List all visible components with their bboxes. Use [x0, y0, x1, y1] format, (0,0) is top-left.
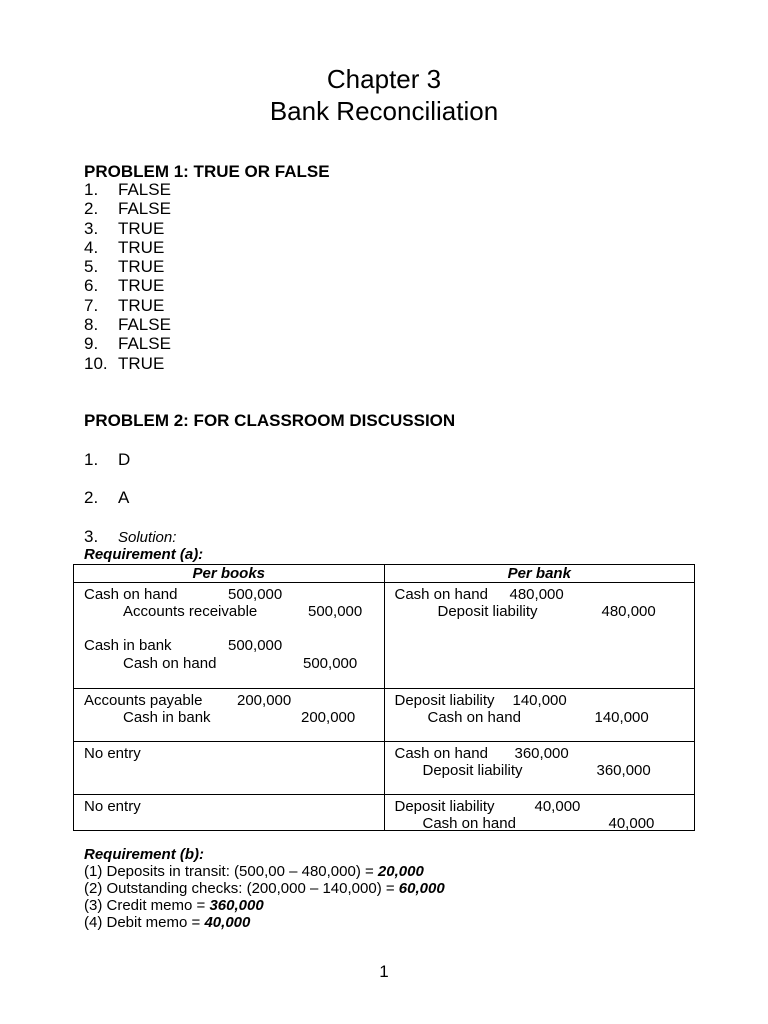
requirement-b-heading: Requirement (b): [84, 846, 204, 863]
chapter-topic: Bank Reconciliation [269, 96, 499, 126]
page-number: 1 [379, 962, 389, 981]
item-answer: TRUE [118, 353, 165, 373]
item-answer: TRUE [118, 257, 165, 277]
header-per-books: Per books [74, 565, 385, 583]
table-row [74, 689, 695, 742]
item-answer: TRUE [118, 237, 165, 257]
bank-cell: Cash on hand 480,000 Deposit liability 480,000 [384, 583, 695, 689]
table-row [74, 583, 695, 689]
problem1-heading: PROBLEM 1: TRUE OR FALSE [84, 162, 330, 181]
item-number: 2. [84, 199, 99, 219]
list-item [84, 219, 171, 238]
item-number: 10. [84, 353, 108, 373]
result-value: 60,000 [398, 880, 445, 897]
item-answer: TRUE [118, 276, 165, 296]
item-number: 7. [84, 295, 99, 315]
table-row [74, 795, 695, 831]
solution-label: Solution: [118, 529, 177, 546]
item-number: 4. [84, 237, 99, 257]
bank-cell: Deposit liability 40,000 Cash on hand 40,000 [384, 795, 695, 831]
books-cell: Cash on hand 500,000 Accounts receivable 500,000 Cash in bank 500,000 Cash on hand 500,000 [74, 583, 385, 689]
item-number: 3. [84, 218, 99, 238]
books-cell: No entry [74, 742, 385, 795]
list-item [84, 334, 171, 353]
table-header-row [74, 565, 695, 583]
books-cell: Accounts payable 200,000 Cash in bank 200,000 [74, 689, 385, 742]
list-item: (2) Outstanding checks: (200,000 – 140,000) = 60,000 [84, 880, 445, 897]
list-item [84, 238, 171, 257]
result-value: 40,000 [204, 914, 251, 931]
list-item [84, 180, 171, 199]
item-answer: FALSE [118, 334, 171, 354]
item-number: 8. [84, 315, 99, 335]
header-per-bank: Per bank [384, 565, 695, 583]
requirement-a-heading: Requirement (a): [84, 546, 204, 563]
list-item: (1) Deposits in transit: (500,00 – 480,000) = 20,000 [84, 863, 424, 880]
item-answer: TRUE [118, 295, 165, 315]
problem2-heading: PROBLEM 2: FOR CLASSROOM DISCUSSION [84, 411, 456, 430]
result-value: 20,000 [377, 863, 424, 880]
item-number: 1. [84, 180, 99, 199]
list-item [84, 354, 171, 373]
list-item [84, 257, 171, 276]
item-number: 5. [84, 257, 99, 277]
list-item: (4) Debit memo = 40,000 [84, 914, 251, 931]
chapter-title: Chapter 3 [326, 64, 442, 94]
list-item [84, 199, 171, 218]
item-number: 9. [84, 334, 99, 354]
books-cell: No entry [74, 795, 385, 831]
bank-cell: Cash on hand 360,000 Deposit liability 360,000 [384, 742, 695, 795]
table-row [74, 742, 695, 795]
list-item: (3) Credit memo = 360,000 [84, 897, 264, 914]
true-false-list [84, 180, 171, 373]
list-item [84, 315, 171, 334]
item-answer: TRUE [118, 218, 165, 238]
journal-entries-table [73, 564, 695, 831]
item-answer: FALSE [118, 315, 171, 335]
item-answer: FALSE [118, 180, 171, 199]
answer-3: 3. Solution: [84, 527, 177, 546]
result-value: 360,000 [209, 897, 264, 914]
list-item [84, 296, 171, 315]
bank-cell: Deposit liability 140,000 Cash on hand 140,000 [384, 689, 695, 742]
item-answer: FALSE [118, 199, 171, 219]
answer-2: 2. A [84, 488, 130, 507]
answer-1: 1. D [84, 450, 131, 469]
list-item [84, 276, 171, 295]
item-number: 6. [84, 276, 99, 296]
